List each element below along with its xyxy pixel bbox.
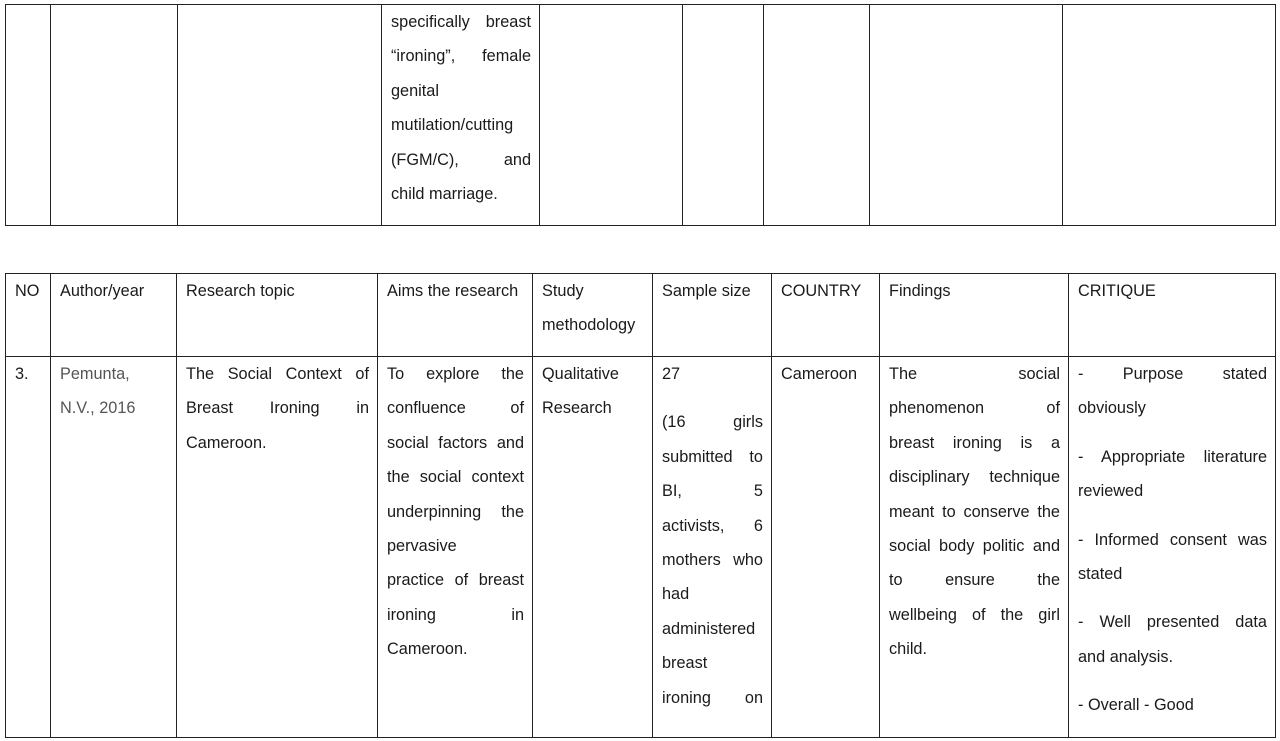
critique-item: [1078, 357, 1267, 426]
text-line: genital: [391, 81, 439, 100]
text-line: (FGM/C), and: [391, 150, 531, 169]
header-no: [6, 274, 51, 357]
findings-line: child.: [889, 640, 928, 659]
cell-sample: [653, 357, 772, 738]
cell-topic: [178, 5, 382, 226]
critique-item: [1078, 440, 1267, 509]
author-line: N.V., 2016: [60, 399, 136, 418]
header-row: [6, 274, 1276, 357]
text-line: mutilation/cutting: [391, 116, 514, 135]
aims-line: social factors and: [387, 433, 524, 452]
critique-line: - Overall - Good: [1078, 696, 1194, 715]
header-country: [772, 274, 880, 357]
header-topic: [177, 274, 378, 357]
aims-line: underpinning the: [387, 502, 524, 521]
sample-line: submitted to: [662, 447, 763, 466]
critique-line: - Purpose stated: [1078, 365, 1267, 383]
header-aims: [378, 274, 533, 357]
header-findings-label: Findings: [889, 282, 951, 300]
critique-line: and analysis.: [1078, 647, 1174, 666]
cell-methodology: [533, 357, 653, 738]
header-methodology-line: Study: [542, 282, 584, 300]
cell-country: [764, 5, 870, 226]
header-author: [51, 274, 177, 357]
author-line: Pemunta,: [60, 365, 130, 383]
findings-line: to ensure the: [889, 571, 1060, 590]
methodology-line: Qualitative: [542, 365, 619, 383]
findings-line: wellbeing of the girl: [889, 605, 1060, 624]
cell-no: [6, 5, 51, 226]
findings-line: The social: [889, 365, 1060, 383]
sample-line: activists, 6: [662, 516, 763, 535]
header-findings: [880, 274, 1069, 357]
cell-no: [6, 357, 51, 738]
text-line: child marriage.: [391, 185, 498, 204]
cell-methodology: [540, 5, 683, 226]
cell-sample: [683, 5, 764, 226]
findings-line: phenomenon of: [889, 399, 1060, 418]
cell-country: [772, 357, 880, 738]
header-sample-label: Sample size: [662, 282, 751, 300]
findings-line: social body politic and: [889, 537, 1060, 556]
cell-findings: [880, 357, 1069, 738]
sample-line: had: [662, 585, 690, 604]
header-no-label: NO: [15, 282, 40, 300]
aims-line: confluence of: [387, 399, 524, 418]
cell-aims: [378, 357, 533, 738]
header-aims-label: Aims the research: [387, 282, 519, 300]
findings-line: breast ironing is a: [889, 433, 1060, 452]
header-critique: [1069, 274, 1276, 357]
topic-line: The Social Context of: [186, 365, 369, 383]
critique-line: - Appropriate literature: [1078, 447, 1267, 466]
cell-author: [51, 357, 177, 738]
critique-line: stated: [1078, 565, 1123, 584]
sample-line: breast: [662, 654, 708, 673]
critique-item: [1078, 605, 1267, 674]
aims-line: To explore the: [387, 365, 524, 383]
topic-line: Cameroon.: [186, 433, 267, 452]
header-author-label: Author/year: [60, 282, 145, 300]
header-methodology-line: methodology: [542, 316, 636, 335]
header-country-label: COUNTRY: [781, 282, 862, 300]
cell-author: [51, 5, 178, 226]
continued-table-fragment: [5, 4, 1276, 226]
sample-line: administered: [662, 619, 756, 638]
country-value: Cameroon: [781, 365, 858, 383]
critique-line: - Well presented data: [1078, 613, 1267, 632]
topic-line: Breast Ironing in: [186, 399, 369, 418]
sample-line: BI, 5: [662, 482, 763, 501]
critique-line: reviewed: [1078, 482, 1144, 501]
critique-line: - Informed consent was: [1078, 530, 1267, 549]
aims-line: ironing in: [387, 605, 524, 624]
findings-line: disciplinary technique: [889, 468, 1060, 487]
methodology-line: Research: [542, 399, 612, 418]
cell-topic: [177, 357, 378, 738]
sample-line: ironing on: [662, 688, 763, 707]
aims-line: practice of breast: [387, 571, 524, 590]
aims-line: pervasive: [387, 537, 457, 556]
cell-findings: [870, 5, 1063, 226]
sample-count: 27: [662, 365, 681, 383]
row-number: 3.: [15, 365, 29, 383]
cell-aims: [382, 5, 540, 226]
text-line: “ironing”, female: [391, 47, 531, 66]
cell-critique: [1063, 5, 1276, 226]
critique-line: obviously: [1078, 399, 1146, 418]
sample-line: mothers who: [662, 551, 763, 570]
continued-row: [6, 5, 1276, 226]
literature-review-table: [5, 273, 1276, 738]
text-line: specifically breast: [391, 13, 531, 31]
critique-item: [1078, 523, 1267, 592]
header-sample: [653, 274, 772, 357]
aims-line: Cameroon.: [387, 640, 468, 659]
header-critique-label: CRITIQUE: [1078, 282, 1156, 300]
header-methodology: [533, 274, 653, 357]
cell-critique: [1069, 357, 1276, 738]
header-topic-label: Research topic: [186, 282, 295, 300]
critique-item: [1078, 688, 1267, 722]
findings-line: meant to conserve the: [889, 502, 1060, 521]
aims-line: the social context: [387, 468, 524, 487]
table-row: [6, 357, 1276, 738]
sample-line: (16 girls: [662, 413, 763, 432]
